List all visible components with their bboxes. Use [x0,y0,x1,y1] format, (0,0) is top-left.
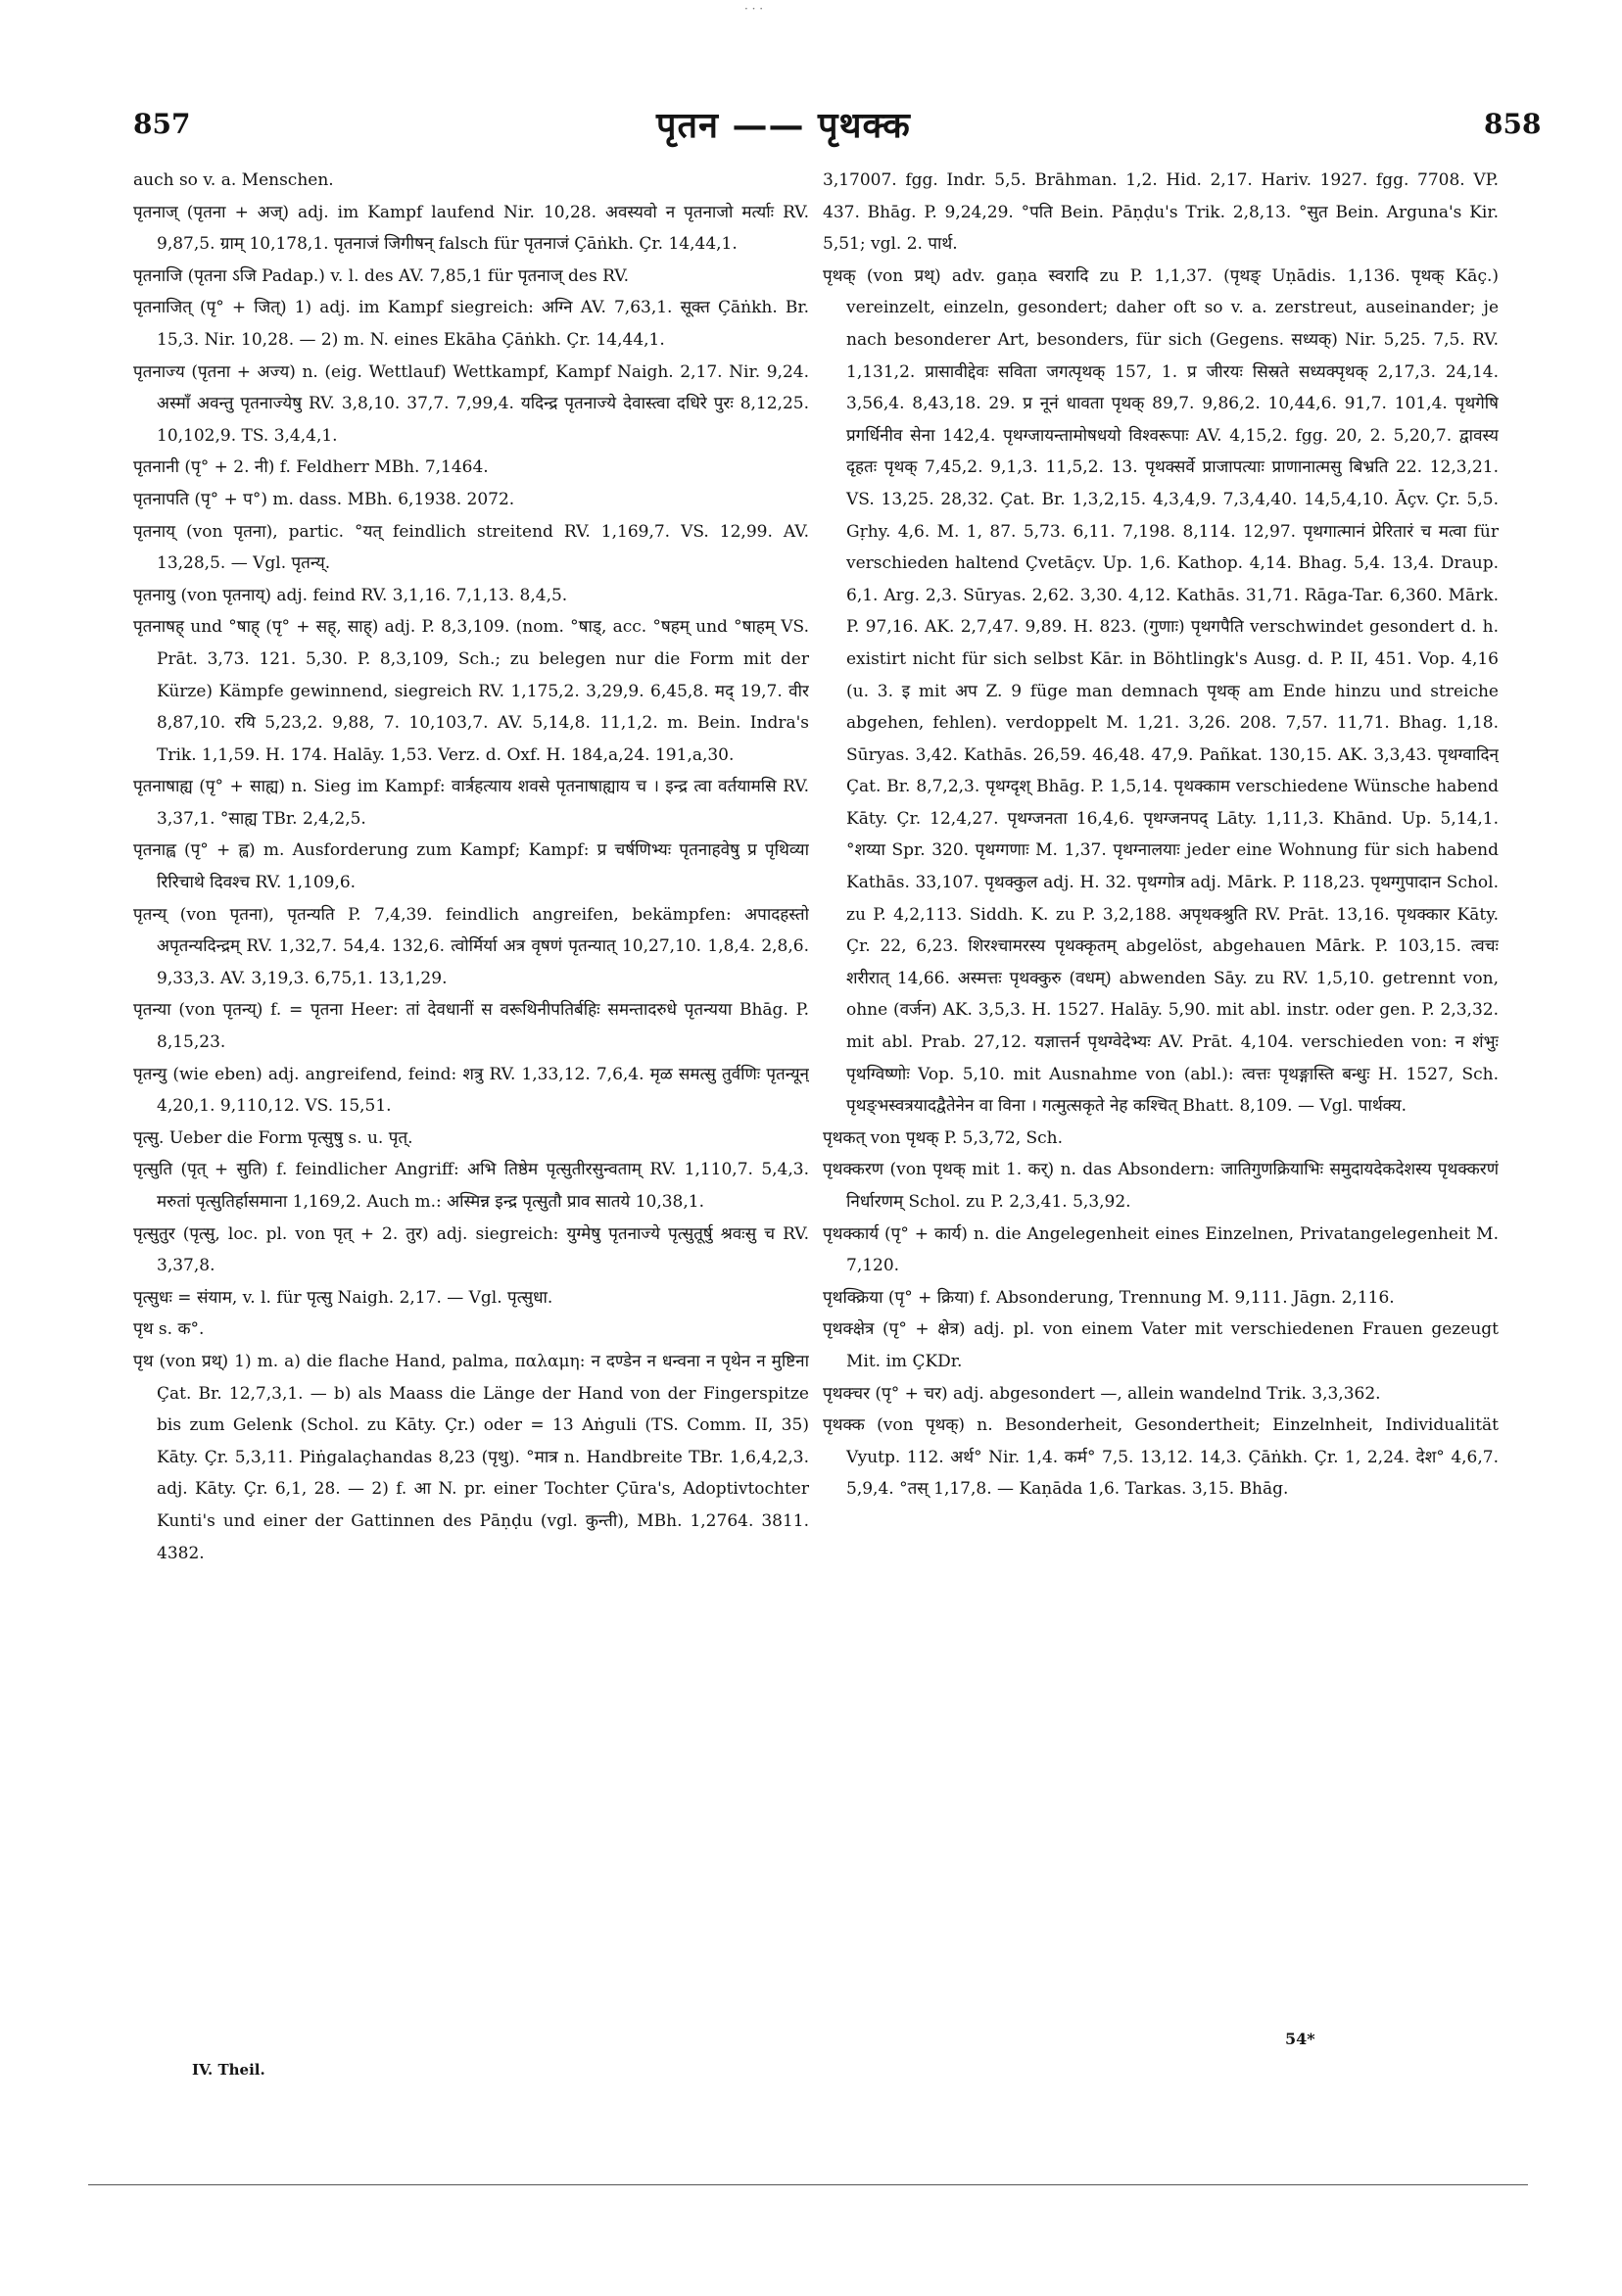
right-page-number: 858 [1484,108,1542,140]
dictionary-entry: पृथक्करण (von पृथक् mit 1. कर्) n. das Absondern: जातिगुणक्रियाभिः समुदायदेकदेशस्य पृथक्करणं निर्धारणम् Schol. zu P. 2,3,41. 5,3,92. [823,1160,1499,1212]
dictionary-entry: 3,17007. fgg. Indr. 5,5. Brāhman. 1,2. Hid. 2,17. Hariv. 1927. fgg. 7708. VP. 437. Bhāg. P. 9,24,29. °पति Bein. Pāṇḍu's Trik. 2,8,13. °सुत Bein. Arguna's Kir. 5,51; vgl. 2. पार्थ. [823,170,1499,255]
bottom-rule [88,2184,1528,2185]
dictionary-entry: पृतनाजित् (पृ° + जित्) 1) adj. im Kampf siegreich: अग्नि AV. 7,63,1. सूक्त Çāṅkh. Br. 15,3. Nir. 10,28. — 2) m. N. eines Ekāha Çāṅkh. Çr. 14,44,1. [133,298,809,350]
dictionary-entry: पृतनाय् (von पृतना), partic. °यत् feindlich streitend RV. 1,169,7. VS. 12,99. AV. 13,28,5. — Vgl. पृतन्य्. [133,521,809,574]
dictionary-entry: पृतनाजि (पृतना ऽजि Padap.) v. l. des AV. 7,85,1 für पृतनाज् des RV. [133,265,630,286]
dictionary-entry: पृथक्चर (पृ° + चर) adj. abgesondert —, allein wandelnd Trik. 3,3,362. [823,1383,1381,1404]
volume-label: IV. Theil. [192,2061,265,2079]
dictionary-entry: पृथकत् von पृथक् P. 5,3,72, Sch. [823,1127,1064,1148]
dictionary-entry: पृथक् (von प्रथ्) adv. gaṇa स्वरादि zu P. 1,1,37. (पृथङ् Uṇādis. 1,136. पृथक् Kāç.) vereinzelt, einzeln, gesondert; daher oft so v. a. zerstreut, auseinander; je nach besonderer Art, besonders, für sich (Gegens. सध्यक्) Nir. 5,25. 7,5. RV. 1,131,2. प्रासावीद्देवः सविता जगत्पृथक् 157, 1. प्र जीरयः सिस्रते सध्यक्पृथक् 2,17,3. 24,14. 3,56,4. 8,43,18. 29. प्र नूनं धावता पृथक् 89,7. 9,86,2. 10,44,6. 91,7. 101,4. पृथगेषि प्रगर्धिनीव सेना 142,4. पृथग्जायन्तामोषधयो विश्वरूपाः AV. 4,15,2. fgg. 20, 2. 5,20,7. द्वावस्य दृहतः पृथक् 7,45,2. 9,1,3. 11,5,2. 13. पृथक्सर्वे प्राजापत्याः प्राणानात्मसु बिभ्रति 22. 12,3,21. VS. 13,25. 28,32. Çat. Br. 1,3,2,15. 4,3,4,9. 7,3,4,40. 14,5,4,10. Āçv. Çr. 5,5. Gṛhy. 4,6. M. 1, 87. 5,73. 6,11. 7,198. 8,114. 12,97. पृथगात्मानं प्रेरितारं च मत्वा für verschieden haltend Çvetāçv. Up. 1,6. Kathop. 4,14. Bhag. 5,4. 13,4. Draup. 6,1. Arg. 2,3. Sūryas. 2,62. 3,30. 4,12. Kathās. 31,71. Rāga-Tar. 6,360. Mārk. P. 97,16. AK. 2,7,47. 9,89. H. 823. (गुणाः) पृथगपैति verschwindet gesondert d. h. existirt nicht für sich selbst Kār. in Böhtlingk's Ausg. d. P. II, 451. Vop. 4,16 (u. 3. इ mit अप Z. 9 füge man demnach पृथक् am Ende hinzu und streiche abgehen, fehlen). verdoppelt M. 1,21. 3,26. 208. 7,57. 11,71. Bhag. 1,18. Sūryas. 3,42. Kathās. 26,59. 46,48. 47,9. Pañkat. 130,15. AK. 3,3,43. पृथग्वादिन् Çat. Br. 8,7,2,3. पृथग्दृश् Bhāg. P. 1,5,14. पृथक्काम verschiedene Wünsche habend Kāty. Çr. 12,4,27. पृथग्जनता 16,4,6. पृथग्जनपद् Lāty. 1,11,3. Khānd. Up. 5,14,1. °शय्या Spr. 320. पृथग्गणाः M. 1,37. पृथग्नालयाः jeder eine Wohnung für sich habend Kathās. 33,107. पृथक्कुल adj. H. 32. पृथग्गोत्र adj. Mārk. P. 118,23. पृथग्गुपादान Schol. zu P. 4,2,113. Siddh. K. zu P. 3,2,188. अपृथक्श्रुति RV. Prāt. 13,16. पृथक्कार Kāty. Çr. 22, 6,23. शिरश्चामरस्य पृथक्कृतम् abgelöst, abgehauen Mārk. P. 103,15. त्वचः शरीरात् 14,66. अस्मत्तः पृथक्कुरु (वधम्) abwenden Sāy. zu RV. 1,5,10. getrennt von, ohne (वर्जन) AK. 3,5,3. H. 1527. Halāy. 5,90. mit abl. instr. oder gen. P. 2,3,32. mit abl. Prab. 27,12. यज्ञात्तर्न पृथग्वेदेभ्यः AV. Prāt. 4,104. verschieden von: न शंभुः पृथग्विष्णोः Vop. 5,10. mit Ausnahme von (abl.): त्वत्तः पृथङ्गास्ति बन्धुः H. 1527, Sch. पृथङ्भस्वत्रयादद्वैतेनेन वा विना । गत्मुत्सकृते नेह कश्चित् Bhatt. 8,109. — Vgl. पार्थक्य. [823,265,1499,1117]
dictionary-entry: पृतनाज् (पृतना + अज्) adj. im Kampf laufend Nir. 10,28. अवस्यवो न पृतनाजो मर्त्याः RV. 9,87,5. ग्राम् 10,178,1. पृतनाजं जिगीषन् falsch für पृतनाजं Çāṅkh. Çr. 14,44,1. [133,202,809,255]
dictionary-entry: पृथ (von प्रथ्) 1) m. a) die flache Hand, palma, παλαμη: न दण्डेन न धन्वना न पृथेन न मुष्टिना Çat. Br. 12,7,3,1. — b) als Maass die Länge der Hand von der Fingerspitze bis zum Gelenk (Schol. zu Kāty. Çr.) oder = 13 Aṅguli (TS. Comm. II, 35) Kāty. Çr. 5,3,11. Piṅgalaçhandas 8,23 (पृथु). °मात्र n. Handbreite TBr. 1,6,4,2,3. adj. Kāty. Çr. 6,1, 28. — 2) f. आ N. pr. einer Tochter Çūra's, Adoptivtochter Kunti's und einer der Gattinnen des Pāṇḍu (vgl. कुन्ती), MBh. 1,2764. 3811. 4382. [133,1351,809,1563]
dictionary-entry: पृतनाषह् und °षाह् (पृ° + सह्, साह्) adj. P. 8,3,109. (nom. °षाड्, acc. °षहम् und °षाहम् VS. Prāt. 3,73. 121. 5,30. P. 8,3,109, Sch.; zu belegen nur die Form mit der Kürze) Kämpfe gewinnend, siegreich RV. 1,175,2. 3,29,9. 6,45,8. मद् 19,7. वीर 8,87,10. रयि 5,23,2. 9,88, 7. 10,103,7. AV. 5,14,8. 11,1,2. m. Bein. Indra's Trik. 1,1,59. H. 174. Halāy. 1,53. Verz. d. Oxf. H. 184,a,24. 191,a,30. [133,617,809,765]
dictionary-entry: पृतन्या (von पृतन्य्) f. = पृतना Heer: तां देवधानीं स वरूथिनीपतिर्बहिः समन्तादरुधे पृतन्यया Bhāg. P. 8,15,23. [133,1000,809,1053]
running-title: पृतन —— पृथक्क [656,105,911,146]
right-column [823,165,1499,2114]
dictionary-entry: पृतनाज्य (पृतना + अज्य) n. (eig. Wettlauf) Wettkampf, Kampf Naigh. 2,17. Nir. 9,24. अस्माँ अवन्तु पृतनाज्येषु RV. 3,8,10. 37,7. 7,99,4. यदिन्द्र पृतनाज्ये देवास्त्वा दधिरे पुरः 8,12,25. 10,102,9. TS. 3,4,4,1. [133,361,809,446]
dictionary-entry: पृतनानी (पृ° + 2. नी) f. Feldherr MBh. 7,1464. [133,457,489,478]
dictionary-entry: पृथक्क (von पृथक्) n. Besonderheit, Gesondertheit; Einzelnheit, Individualität Vyutp. 112. अर्थ° Nir. 1,4. कर्म° 7,5. 13,12. 14,3. Çāṅkh. Çr. 1, 2,24. देश° 4,6,7. 5,9,4. °तस् 1,17,8. — Kaṇāda 1,6. Tarkas. 3,15. Bhāg. [823,1415,1499,1500]
dictionary-entry: पृत्सु. Ueber die Form पृत्सुषु s. u. पृत्. [133,1127,413,1148]
dictionary-entry: auch so v. a. Menschen. [133,170,334,190]
dictionary-entry: पृत्सुतुर (पृत्सु, loc. pl. von पृत् + 2. तुर) adj. siegreich: युग्मेषु पृतनाज्ये पृत्सुतूर्षु श्रवःसु च RV. 3,37,8. [133,1223,809,1276]
dictionary-entry: पृथ s. क°. [133,1319,205,1340]
dictionary-entry: पृथक्क्रिया (पृ° + क्रिया) f. Absonderung, Trennung M. 9,111. Jāgn. 2,116. [823,1287,1395,1308]
dictionary-entry: पृथक्कार्य (पृ° + कार्य) n. die Angelegenheit eines Einzelnen, Privatangelegenheit M. 7,120. [823,1223,1499,1276]
top-scan-mark: · · · [744,2,764,16]
dictionary-entry: पृतनाषाह्य (पृ° + साह्य) n. Sieg im Kampf: वार्त्रहत्याय शवसे पृतनाषाह्याय च । इन्द्र त्वा वर्तयामसि RV. 3,37,1. °साह्य TBr. 2,4,2,5. [133,777,809,829]
dictionary-entry: पृतन्यु (wie eben) adj. angreifend, feind: शत्रु RV. 1,33,12. 7,6,4. मृळ समत्सु तुर्वणिः पृतन्यून् 4,20,1. 9,110,12. VS. 15,51. [133,1064,809,1117]
dictionary-entry: पृत्सुधः = संयाम, v. l. für पृत्सु Naigh. 2,17. — Vgl. पृत्सुधा. [133,1287,553,1308]
dictionary-entry: पृत्सुति (पृत् + सुति) f. feindlicher Angriff: अभि तिष्ठेम पृत्सुतीरसुन्वताम् RV. 1,110,7. 5,4,3. मरुतां पृत्सुतिर्हासमाना 1,169,2. Auch m.: अस्मिन्न इन्द्र पृत्सुतौ प्राव सातये 10,38,1. [133,1160,809,1212]
dictionary-entry: पृथक्क्षेत्र (पृ° + क्षेत्र) adj. pl. von einem Vater mit verschiedenen Frauen gezeugt Mit. im ÇKDr. [823,1319,1499,1371]
left-page-number: 857 [133,108,191,140]
dictionary-entry: पृतन्य् (von पृतना), पृतन्यति P. 7,4,39. feindlich angreifen, bekämpfen: अपादहस्तो अपृतन्यदिन्द्रम् RV. 1,32,7. 54,4. 132,6. त्वोर्मिर्या अत्र वृषणं पृतन्यात् 10,27,10. 1,8,4. 2,8,6. 9,33,3. AV. 3,19,3. 6,75,1. 13,1,29. [133,904,809,988]
signature-mark: 54* [1285,2030,1315,2048]
dictionary-entry: पृतनापति (पृ° + प°) m. dass. MBh. 6,1938. 2072. [133,489,515,509]
dictionary-entry: पृतनायु (von पृतनाय्) adj. feind RV. 3,1,16. 7,1,13. 8,4,5. [133,585,568,605]
left-column [133,165,809,2114]
dictionary-entry: पृतनाह्व (पृ° + ह्व) m. Ausforderung zum Kampf; Kampf: प्र चर्षणिभ्यः पृतनाहवेषु प्र पृथिव्या रिरिचाथे दिवश्च RV. 1,109,6. [133,840,809,893]
